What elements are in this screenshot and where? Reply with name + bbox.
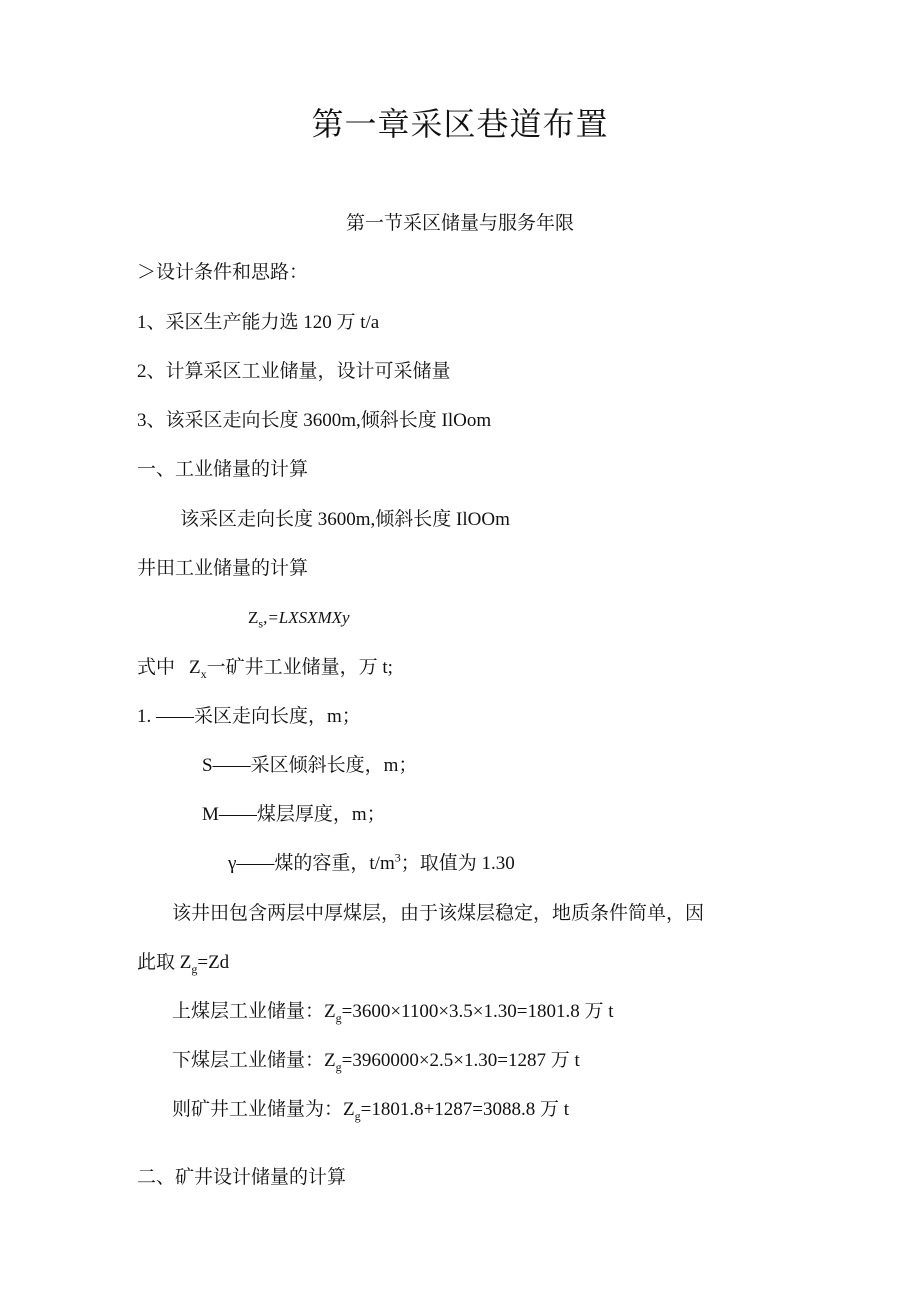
formula (248, 606, 350, 630)
para-line-2-sub: g (191, 961, 198, 976)
total-reserve (172, 1098, 569, 1122)
def-gamma-pre: γ——煤的容重，t/m (228, 853, 395, 874)
lower-seam (172, 1049, 580, 1073)
formula-rest: ,=LXSXMXy (263, 608, 350, 627)
part2-heading: 二、矿井设计储量的计算 (137, 1167, 347, 1188)
section-title: 第一节采区储量与服务年限 (345, 213, 574, 234)
where-z: Z (189, 657, 201, 678)
upper-seam (172, 1000, 614, 1024)
condition-1: 1、采区生产能力选 120 万 t/a (137, 312, 380, 333)
upper-seam-sub: g (335, 1010, 342, 1025)
def-s: S——采区倾斜长度，m； (202, 755, 418, 776)
upper-seam-post: =3600×1100×3.5×1.30=1801.8 万 t (341, 1001, 614, 1022)
total-reserve-post: =1801.8+1287=3088.8 万 t (360, 1099, 570, 1120)
page-title: 第一章采区巷道布置 (311, 106, 609, 142)
upper-seam-pre: 上煤层工业储量：Z (172, 1001, 336, 1022)
formula-z: Z (248, 608, 259, 627)
para-line-2-pre: 此取 Z (137, 952, 192, 973)
para-line-2-post: =Zd (197, 952, 230, 973)
part1-intro: 该采区走向长度 3600m,倾斜长度 IlOOm (180, 509, 510, 530)
design-header: ＞设计条件和思路： (137, 262, 309, 283)
calc-heading: 井田工业储量的计算 (137, 558, 309, 579)
part1-heading: 一、工业储量的计算 (137, 459, 309, 480)
where-text: 一矿井工业储量，万 t; (206, 657, 393, 678)
where-line (137, 656, 393, 680)
where-prefix: 式中 (137, 657, 176, 678)
lower-seam-post: =3960000×2.5×1.30=1287 万 t (341, 1050, 580, 1071)
formula-sub: s (258, 616, 264, 631)
def-gamma-sup: 3 (394, 850, 401, 865)
para-line-1: 该井田包含两层中厚煤层，由于该煤层稳定，地质条件简单，因 (172, 903, 705, 924)
def-gamma-post: ；取值为 1.30 (400, 853, 515, 874)
lower-seam-sub: g (335, 1059, 342, 1074)
total-reserve-sub: g (354, 1108, 361, 1123)
def-gamma (228, 852, 515, 876)
total-reserve-pre: 则矿井工业储量为：Z (172, 1099, 355, 1120)
condition-3: 3、该采区走向长度 3600m,倾斜长度 IlOom (137, 410, 492, 431)
condition-2: 2、计算采区工业储量，设计可采储量 (137, 361, 451, 382)
lower-seam-pre: 下煤层工业储量：Z (172, 1050, 336, 1071)
def-l: 1. ——采区走向长度，m； (137, 706, 361, 727)
para-line-2 (137, 951, 229, 975)
def-m: M——煤层厚度，m； (202, 804, 386, 825)
where-sub: x (200, 666, 207, 681)
